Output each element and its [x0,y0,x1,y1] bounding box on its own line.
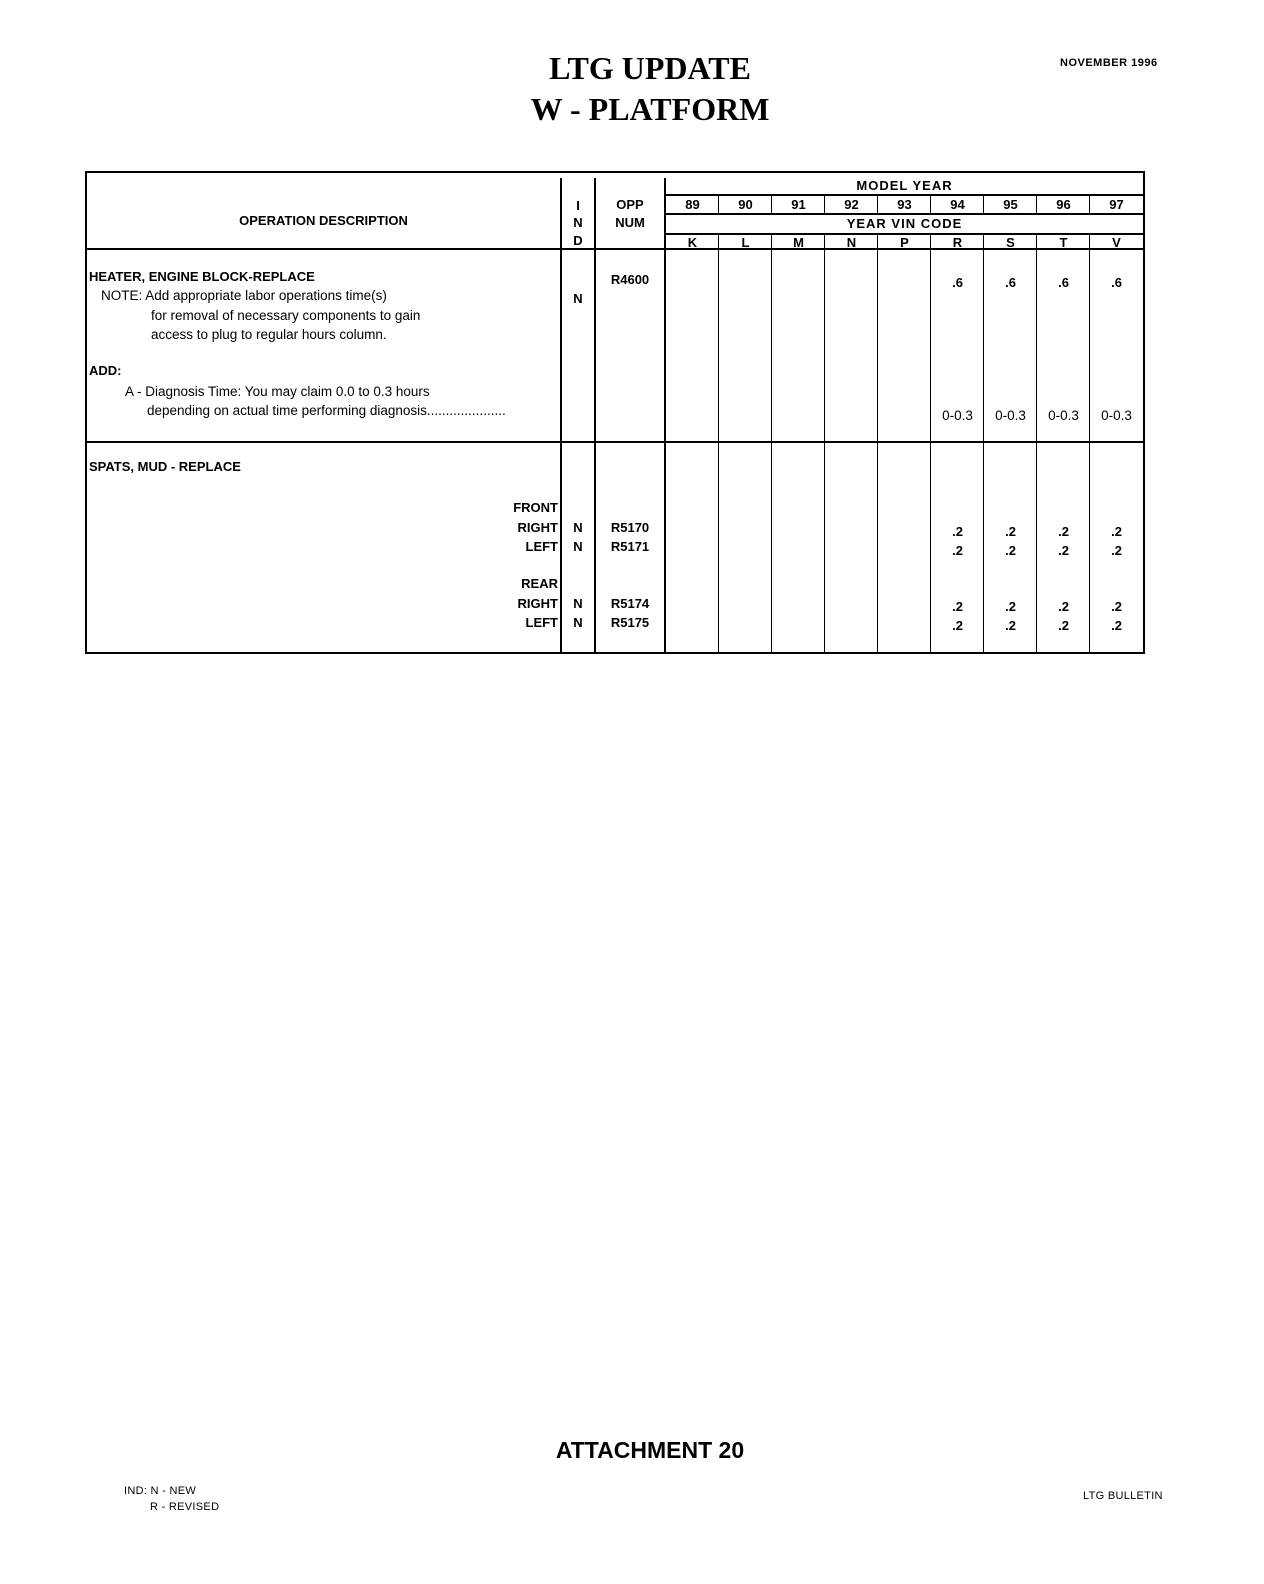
heater-hours-cell: .6 [1111,275,1122,290]
year-column-divider [983,233,984,654]
vin-code-cell: T [1059,235,1068,250]
page-subtitle: W - PLATFORM [530,91,770,127]
spats-side-label: LEFT [525,615,558,630]
model-year-cell: 92 [844,197,859,212]
labor-time-table [85,171,1145,655]
add-line2: depending on actual time performing diagnosis..................... [147,403,506,418]
spats-side-label: LEFT [525,539,558,554]
spats-hours-cell: .2 [952,543,963,558]
spats-hours-cell: .2 [1005,524,1016,539]
table-border-top [85,171,1145,173]
ind-header-n: N [573,215,583,230]
spats-hours-cell: .2 [1005,618,1016,633]
heater-hours-cell: .6 [1005,275,1016,290]
spats-hours-cell: .2 [1005,599,1016,614]
ind-legend-new: IND: N - NEW [124,1485,197,1497]
spats-ind: N [573,539,583,554]
model-year-cell: 97 [1109,197,1124,212]
heater-ind: N [573,291,583,306]
spats-opp-num: R5171 [610,539,650,554]
vin-code-cell: M [793,235,804,250]
spats-side-label: RIGHT [517,520,558,535]
spats-side-label: RIGHT [517,596,558,611]
vin-code-cell: V [1112,235,1121,250]
year-column-divider [1089,233,1090,654]
add-label: ADD: [89,363,122,378]
model-year-cell: 93 [897,197,912,212]
table-border-left [85,171,87,654]
heater-opp-num: R4600 [610,272,650,287]
spats-hours-cell: .2 [1005,543,1016,558]
year-column-divider [718,233,719,654]
spats-hours-cell: .2 [952,524,963,539]
heater-note-line3: access to plug to regular hours column. [151,327,387,342]
ind-header-d: D [573,233,583,248]
year-column-divider [1036,233,1037,654]
spats-ind: N [573,596,583,611]
spats-opp-num: R5174 [610,596,650,611]
spats-hours-cell: .2 [1058,543,1069,558]
vin-code-cell: K [687,235,698,250]
vin-code-cell: L [741,235,750,250]
diagnosis-hours-cell: 0-0.3 [1048,408,1079,423]
vin-code-cell: S [1006,235,1015,250]
spats-hours-cell: .2 [952,618,963,633]
heater-note-line1: NOTE: Add appropriate labor operations time(s) [101,288,387,303]
model-year-cell: 90 [738,197,753,212]
diagnosis-hours-cell: 0-0.3 [995,408,1026,423]
spats-hours-cell: .2 [1058,599,1069,614]
ind-header-i: I [576,198,580,213]
spats-hours-cell: .2 [1111,618,1122,633]
ind-legend-revised: R - REVISED [150,1501,220,1513]
spats-title: SPATS, MUD - REPLACE [89,459,241,474]
spats-hours-cell: .2 [1111,524,1122,539]
model-year-cell: 94 [950,197,965,212]
model-year-cell: 95 [1003,197,1018,212]
spats-opp-num: R5175 [610,615,650,630]
spats-hours-cell: .2 [1058,618,1069,633]
section-divider [85,441,1145,443]
year-column-divider [824,233,825,654]
spats-ind: N [573,615,583,630]
spats-opp-num: R5170 [610,520,650,535]
rear-label: REAR [521,576,558,591]
opp-header: OPP [616,197,644,212]
year-column-divider [877,233,878,654]
table-border-bottom [85,652,1145,654]
front-label: FRONT [513,500,558,515]
vin-code-cell: N [846,235,857,250]
model-year-cell: 91 [791,197,806,212]
model-year-rule [664,194,1145,196]
diagnosis-hours-cell: 0-0.3 [1101,408,1132,423]
year-vin-code-header: YEAR VIN CODE [846,216,963,231]
model-year-cell: 89 [685,197,700,212]
heater-note-line2: for removal of necessary components to gain [151,308,421,323]
heater-hours-cell: .6 [1058,275,1069,290]
spats-ind: N [573,520,583,535]
spats-hours-cell: .2 [1111,543,1122,558]
spats-hours-cell: .2 [952,599,963,614]
attachment-label: ATTACHMENT 20 [555,1437,745,1463]
operation-description-header: OPERATION DESCRIPTION [239,213,408,228]
add-line1: A - Diagnosis Time: You may claim 0.0 to 0.3 hours [125,384,430,399]
table-border-right [1143,171,1145,654]
year-column-divider [930,233,931,654]
year-column-divider [771,233,772,654]
document-date: NOVEMBER 1996 [1060,57,1158,69]
vin-code-cell: P [900,235,909,250]
vin-code-cell: R [952,235,963,250]
model-year-header: MODEL YEAR [856,178,953,193]
heater-title: HEATER, ENGINE BLOCK-REPLACE [89,269,315,284]
spats-hours-cell: .2 [1111,599,1122,614]
model-year-cell: 96 [1056,197,1071,212]
bulletin-label: LTG BULLETIN [1083,1490,1163,1502]
page-title: LTG UPDATE [549,50,751,86]
year-row-rule [664,213,1145,215]
heater-hours-cell: .6 [952,275,963,290]
num-header: NUM [615,215,645,230]
spats-hours-cell: .2 [1058,524,1069,539]
diagnosis-hours-cell: 0-0.3 [942,408,973,423]
